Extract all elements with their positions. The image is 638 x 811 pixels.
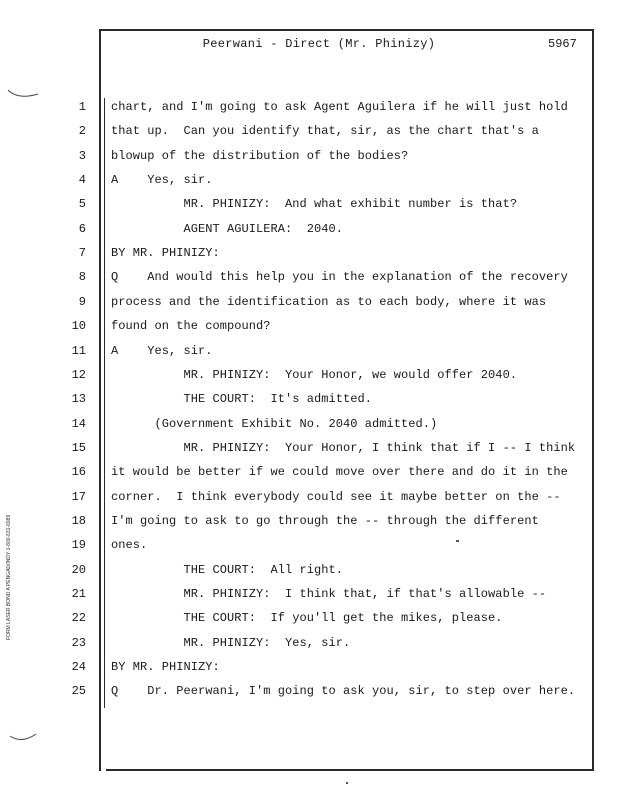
transcript-line-text: found on the compound?: [111, 319, 271, 333]
transcript-line-text: ones.: [111, 538, 148, 552]
transcript-line-text: THE COURT: If you'll get the mikes, please.: [111, 611, 503, 625]
line-number: 17: [71, 490, 86, 504]
page-frame-left: [99, 29, 101, 771]
transcript-line-text: corner. I think everybody could see it maybe better on the --: [111, 490, 561, 504]
line-number: 1: [78, 100, 86, 114]
line-number: 15: [71, 441, 86, 455]
transcript-line-text: MR. PHINIZY: Your Honor, we would offer 2040.: [111, 368, 518, 382]
line-number: 4: [78, 173, 86, 187]
transcript-line-text: (Government Exhibit No. 2040 admitted.): [111, 417, 438, 431]
transcript-line-text: MR. PHINIZY: I think that, if that's allowable --: [111, 587, 547, 601]
margin-rule: [104, 98, 105, 708]
line-number: 24: [71, 660, 86, 674]
punch-hole-mark-bottom: [8, 730, 38, 746]
line-number: 22: [71, 611, 86, 625]
line-number: 20: [71, 563, 86, 577]
line-number: 23: [71, 636, 86, 650]
transcript-line-text: A Yes, sir.: [111, 173, 213, 187]
transcript-line-text: THE COURT: All right.: [111, 563, 344, 577]
punch-hole-mark-top: [6, 86, 40, 104]
transcript-line-text: MR. PHINIZY: Yes, sir.: [111, 636, 351, 650]
line-number: 12: [71, 368, 86, 382]
transcript-line-text: chart, and I'm going to ask Agent Aguilera if he will just hold: [111, 100, 568, 114]
transcript-line-text: A Yes, sir.: [111, 344, 213, 358]
transcript-line-text: process and the identification as to each body, where it was: [111, 295, 547, 309]
line-number: 16: [71, 465, 86, 479]
line-number: 11: [71, 344, 86, 358]
transcript-line-text: THE COURT: It's admitted.: [111, 392, 373, 406]
page-header-title: Peerwani - Direct (Mr. Phinizy): [202, 37, 436, 51]
line-number: 8: [78, 270, 86, 284]
line-number: 19: [71, 538, 86, 552]
page-frame-top: [99, 29, 594, 31]
transcript-line-text: BY MR. PHINIZY:: [111, 660, 220, 674]
page-frame-right: [592, 29, 594, 771]
transcript-line-text: MR. PHINIZY: Your Honor, I think that if I -- I think: [111, 441, 576, 455]
transcript-line-text: Q Dr. Peerwani, I'm going to ask you, sir, to step over here.: [111, 684, 576, 698]
transcript-line-text: AGENT AGUILERA: 2040.: [111, 222, 344, 236]
line-number: 25: [71, 684, 86, 698]
line-number: 7: [78, 246, 86, 260]
transcript-line-text: it would be better if we could move over there and do it in the: [111, 465, 568, 479]
transcript-line-text: MR. PHINIZY: And what exhibit number is that?: [111, 197, 518, 211]
line-number: 5: [78, 197, 86, 211]
line-number: 13: [71, 392, 86, 406]
line-number: 9: [78, 295, 86, 309]
transcript-line-text: I'm going to ask to go through the -- through the different: [111, 514, 539, 528]
speck: [346, 782, 348, 784]
speck: [456, 540, 459, 542]
line-number: 21: [71, 587, 86, 601]
side-margin-note: FORM LASER BOND A PENGAD/INDY 1-800-631-6989: [6, 514, 12, 640]
line-number: 6: [78, 222, 86, 236]
transcript-line-text: that up. Can you identify that, sir, as the chart that's a: [111, 124, 539, 138]
transcript-line-text: blowup of the distribution of the bodies?: [111, 149, 409, 163]
transcript-line-text: BY MR. PHINIZY:: [111, 246, 220, 260]
page-number: 5967: [548, 37, 577, 51]
line-number: 2: [78, 124, 86, 138]
line-number: 18: [71, 514, 86, 528]
transcript-line-text: Q And would this help you in the explanation of the recovery: [111, 270, 568, 284]
line-number: 10: [71, 319, 86, 333]
page-frame-bottom: [106, 769, 594, 771]
line-number: 3: [78, 149, 86, 163]
line-number: 14: [71, 417, 86, 431]
